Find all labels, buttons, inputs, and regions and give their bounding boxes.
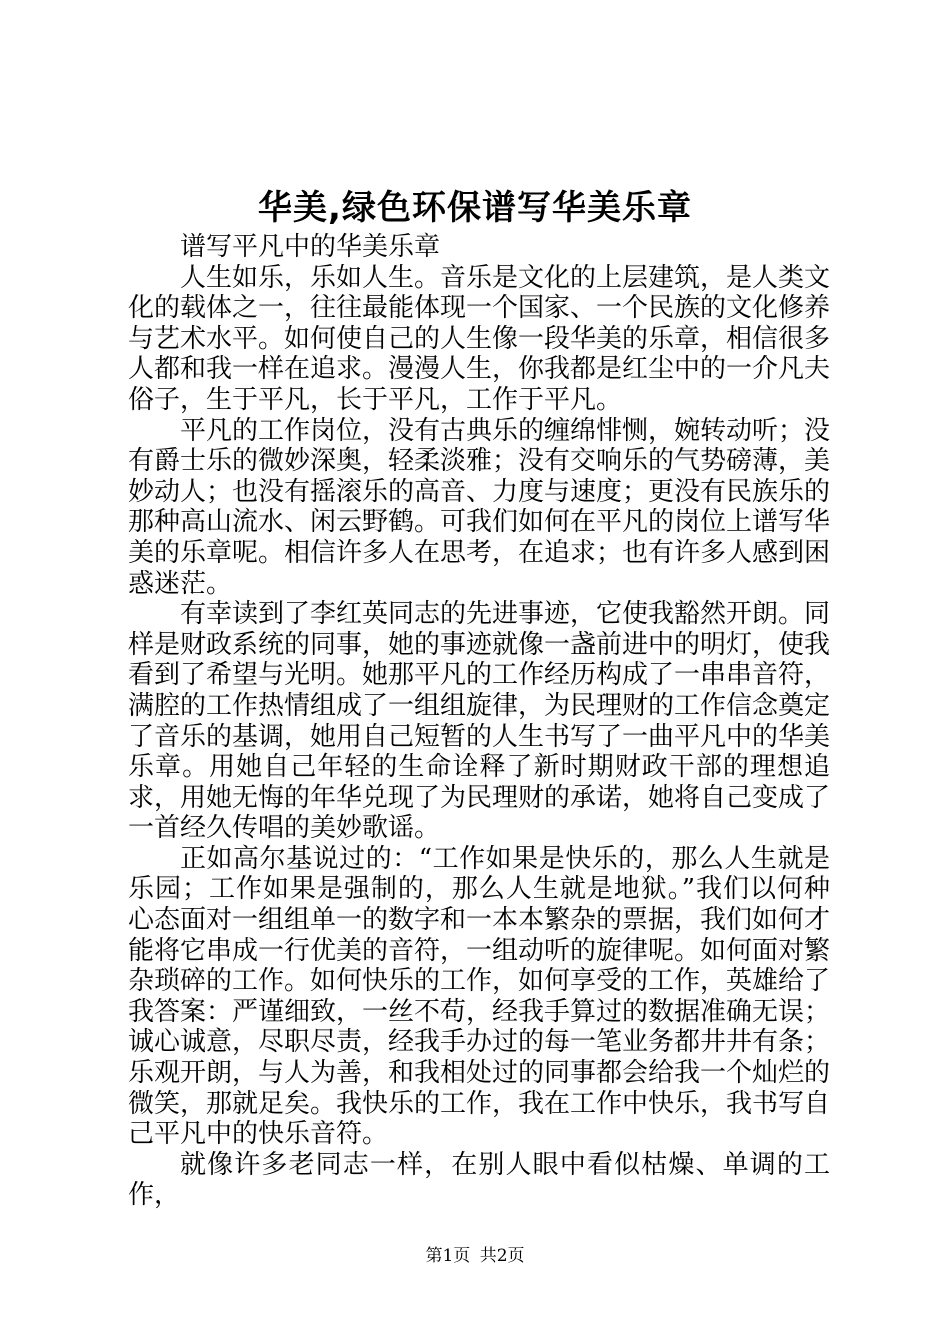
paragraph: 就像许多老同志一样，在别人眼中看似枯燥、单调的工作， (128, 1149, 830, 1211)
document-body (128, 232, 830, 1211)
paragraph: 平凡的工作岗位，没有古典乐的缠绵悱恻，婉转动听；没有爵士乐的微妙深奥，轻柔淡雅；没有交响乐的气势磅薄，美妙动人；也没有摇滚乐的高音、力度与速度；更没有民族乐的那种高山流水、闲云野鹤。可我们如何在平凡的岗位上谱写华美的乐章呢。相信许多人在思考，在追求；也有许多人感到困惑迷茫。 (128, 415, 831, 599)
document-title: 华美,绿色环保谱写华美乐章 (258, 188, 692, 228)
page-footer: 第1页 共2页 (425, 1246, 525, 1266)
paragraph: 正如高尔基说过的：“工作如果是快乐的，那么人生就是乐园；工作如果是强制的，那么人生就是地狱。”我们以何种心态面对一组组单一的数字和一本本繁杂的票据，我们如何才能将它串成一行优美的音符，一组动听的旋律呢。如何面对繁杂琐碎的工作。如何快乐的工作，如何享受的工作，英雄给了我答案：严谨细致，一丝不苟，经我手算过的数据准确无误；诚心诚意，尽职尽责，经我手办过的每一笔业务都井井有条；乐观开朗，与人为善，和我相处过的同事都会给我一个灿烂的微笑，那就足矣。我快乐的工作，我在工作中快乐，我书写自己平凡中的快乐音符。 (128, 843, 831, 1150)
paragraph: 人生如乐，乐如人生。音乐是文化的上层建筑，是人类文化的载体之一，往往最能体现一个国家、一个民族的文化修养与艺术水平。如何使自己的人生像一段华美的乐章，相信很多人都和我一样在追求。漫漫人生，你我都是红尘中的一介凡夫俗子，生于平凡，长于平凡，工作于平凡。 (128, 262, 831, 415)
subtitle-paragraph: 谱写平凡中的华美乐章 (180, 232, 441, 262)
paragraph: 有幸读到了李红英同志的先进事迹，它使我豁然开朗。同样是财政系统的同事，她的事迹就像一盏前进中的明灯，使我看到了希望与光明。她那平凡的工作经历构成了一串串音符，满腔的工作热情组成了一组组旋律，为民理财的工作信念奠定了音乐的基调，她用自己短暂的人生书写了一曲平凡中的华美乐章。用她自己年轻的生命诠释了新时期财政干部的理想追求，用她无悔的年华兑现了为民理财的承诺，她将自己变成了一首经久传唱的美妙歌谣。 (128, 599, 831, 844)
